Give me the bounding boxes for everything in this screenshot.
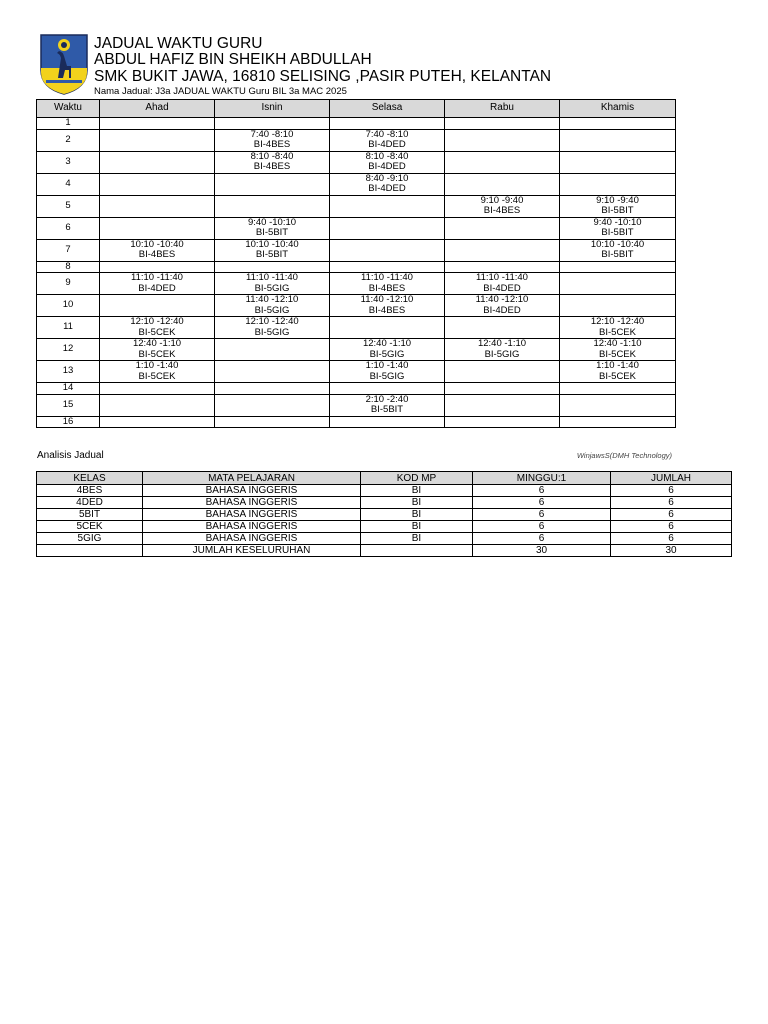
analysis-row bbox=[37, 509, 732, 521]
timetable-cell bbox=[560, 361, 676, 383]
analysis-cell: 6 bbox=[611, 509, 732, 521]
timetable-row bbox=[37, 217, 676, 239]
timetable-col-ahad: Ahad bbox=[100, 100, 215, 118]
timetable-cell bbox=[445, 118, 560, 130]
timetable-cell bbox=[330, 295, 445, 317]
timetable-cell bbox=[330, 129, 445, 151]
timetable-cell bbox=[445, 394, 560, 416]
timetable-cell bbox=[560, 339, 676, 361]
timetable-col-khamis: Khamis bbox=[560, 100, 676, 118]
timetable-row bbox=[37, 416, 676, 428]
timetable-cell bbox=[445, 416, 560, 428]
timetable-cell bbox=[445, 151, 560, 173]
timetable-cell bbox=[560, 195, 676, 217]
timetable-cell bbox=[560, 416, 676, 428]
analysis-cell: 6 bbox=[611, 521, 732, 533]
analysis-col-mata-pelajaran: MATA PELAJARAN bbox=[143, 472, 361, 485]
timetable-cell bbox=[215, 416, 330, 428]
timetable-cell bbox=[560, 261, 676, 273]
timetable bbox=[36, 99, 676, 428]
slot-class: BI-5BIT bbox=[370, 404, 404, 415]
slot-time: 12:10 -12:40 bbox=[130, 316, 184, 327]
slot-class: BI-4DED bbox=[368, 161, 406, 172]
slot-time: 9:40 -10:10 bbox=[593, 217, 642, 228]
timetable-cell bbox=[445, 339, 560, 361]
timetable-cell bbox=[560, 173, 676, 195]
analysis-cell: 6 bbox=[473, 485, 611, 497]
analysis-total-cell bbox=[37, 545, 143, 557]
timetable-cell bbox=[330, 173, 445, 195]
slot-time: 7:40 -8:10 bbox=[365, 129, 409, 140]
slot-time: 9:10 -9:40 bbox=[596, 195, 639, 206]
analysis-col-kod-mp: KOD MP bbox=[361, 472, 473, 485]
slot-class: BI-5CEK bbox=[599, 326, 636, 338]
timetable-cell bbox=[330, 151, 445, 173]
timetable-cell bbox=[330, 394, 445, 416]
timetable-cell bbox=[560, 383, 676, 395]
slot-time: 1:10 -1:40 bbox=[135, 360, 179, 371]
school-crest-icon bbox=[38, 32, 90, 96]
timetable-cell bbox=[330, 118, 445, 130]
timetable-row bbox=[37, 239, 676, 261]
slot-time: 8:40 -9:10 bbox=[365, 173, 409, 184]
period-number: 3 bbox=[37, 151, 100, 173]
timetable-row bbox=[37, 151, 676, 173]
timetable-cell bbox=[560, 394, 676, 416]
slot-class: BI-5GIG bbox=[254, 304, 290, 316]
timetable-cell bbox=[445, 273, 560, 295]
period-number: 1 bbox=[37, 118, 100, 130]
timetable-col-isnin: Isnin bbox=[215, 100, 330, 118]
slot-class: BI-5GIG bbox=[369, 348, 405, 360]
timetable-cell bbox=[560, 239, 676, 261]
analysis-cell: BI bbox=[361, 521, 473, 533]
analysis-total-cell bbox=[361, 545, 473, 557]
period-number: 14 bbox=[37, 383, 100, 395]
slot-class: BI-4BES bbox=[253, 139, 291, 150]
analysis-col-minggu-1: MINGGU:1 bbox=[473, 472, 611, 485]
slot-class: BI-5BIT bbox=[255, 227, 289, 238]
timetable-cell bbox=[445, 383, 560, 395]
slot-time: 1:10 -1:40 bbox=[596, 360, 639, 371]
timetable-cell bbox=[330, 317, 445, 339]
period-number: 4 bbox=[37, 173, 100, 195]
period-number: 11 bbox=[37, 317, 100, 339]
analysis-cell: 6 bbox=[473, 497, 611, 509]
slot-time: 11:40 -12:10 bbox=[245, 294, 299, 305]
analysis-total-row bbox=[37, 545, 732, 557]
slot-class: BI-5CEK bbox=[599, 370, 636, 382]
slot-time: 2:10 -2:40 bbox=[365, 394, 409, 405]
slot-class: BI-5GIG bbox=[369, 370, 405, 382]
period-number: 12 bbox=[37, 339, 100, 361]
timetable-cell bbox=[330, 273, 445, 295]
timetable-cell bbox=[215, 361, 330, 383]
timetable-row bbox=[37, 383, 676, 395]
slot-time: 9:40 -10:10 bbox=[247, 217, 297, 228]
timetable-cell bbox=[100, 195, 215, 217]
slot-class: BI-5CEK bbox=[138, 370, 176, 382]
slot-time: 11:10 -11:40 bbox=[361, 272, 413, 283]
timetable-col-selasa: Selasa bbox=[330, 100, 445, 118]
timetable-cell bbox=[215, 339, 330, 361]
timetable-cell bbox=[330, 416, 445, 428]
header-title: JADUAL WAKTU GURU bbox=[94, 35, 263, 52]
slot-class: BI-5GIG bbox=[254, 326, 290, 338]
slot-time: 11:40 -12:10 bbox=[475, 294, 529, 305]
analysis-col-kelas: KELAS bbox=[37, 472, 143, 485]
timetable-cell bbox=[100, 239, 215, 261]
timetable-cell bbox=[100, 317, 215, 339]
slot-time: 10:10 -10:40 bbox=[130, 239, 184, 250]
timetable-cell bbox=[100, 295, 215, 317]
software-credit: WinjawsS(DMH Technology) bbox=[576, 451, 672, 460]
timetable-cell bbox=[560, 217, 676, 239]
timetable-col-waktu: Waktu bbox=[37, 100, 100, 118]
analysis-col-jumlah: JUMLAH bbox=[611, 472, 732, 485]
analysis-cell: 4DED bbox=[37, 497, 143, 509]
timetable-col-rabu: Rabu bbox=[445, 100, 560, 118]
timetable-cell bbox=[100, 129, 215, 151]
teacher-name: ABDUL HAFIZ BIN SHEIKH ABDULLAH bbox=[94, 51, 372, 68]
timetable-cell bbox=[215, 295, 330, 317]
analysis-cell: 6 bbox=[611, 485, 732, 497]
analysis-cell: 5GIG bbox=[37, 533, 143, 545]
slot-time: 11:10 -11:40 bbox=[131, 272, 183, 283]
slot-class: BI-4BES bbox=[483, 205, 521, 216]
slot-time: 12:10 -12:40 bbox=[590, 316, 645, 327]
slot-class: BI-5CEK bbox=[599, 348, 636, 360]
analysis-cell: 6 bbox=[473, 509, 611, 521]
analysis-table bbox=[36, 471, 732, 557]
timetable-cell bbox=[445, 217, 560, 239]
timetable-cell bbox=[330, 383, 445, 395]
timetable-cell bbox=[215, 261, 330, 273]
slot-time: 12:40 -1:10 bbox=[362, 338, 412, 349]
analysis-cell: BAHASA INGGERIS bbox=[143, 509, 361, 521]
timetable-header-row bbox=[37, 100, 676, 118]
timetable-cell bbox=[445, 173, 560, 195]
period-number: 13 bbox=[37, 361, 100, 383]
analysis-total-cell: 30 bbox=[611, 545, 732, 557]
timetable-cell bbox=[330, 217, 445, 239]
slot-time: 1:10 -1:40 bbox=[365, 360, 409, 371]
timetable-cell bbox=[215, 129, 330, 151]
slot-class: BI-5CEK bbox=[138, 326, 176, 338]
period-number: 8 bbox=[37, 261, 100, 273]
analysis-cell: BAHASA INGGERIS bbox=[143, 497, 361, 509]
analysis-row bbox=[37, 533, 732, 545]
slot-class: BI-5BIT bbox=[601, 227, 634, 238]
timetable-row bbox=[37, 195, 676, 217]
timetable-cell bbox=[100, 273, 215, 295]
period-number: 10 bbox=[37, 295, 100, 317]
timetable-cell bbox=[330, 195, 445, 217]
analysis-header-row bbox=[37, 472, 732, 485]
timetable-cell bbox=[215, 151, 330, 173]
period-number: 2 bbox=[37, 129, 100, 151]
school-address: SMK BUKIT JAWA, 16810 SELISING ,PASIR PUTEH, KELANTAN bbox=[94, 68, 552, 85]
timetable-cell bbox=[100, 394, 215, 416]
timetable-cell bbox=[330, 261, 445, 273]
slot-class: BI-5GIG bbox=[484, 348, 520, 360]
analysis-cell: 6 bbox=[473, 521, 611, 533]
timetable-row bbox=[37, 261, 676, 273]
timetable-cell bbox=[445, 295, 560, 317]
timetable-cell bbox=[100, 173, 215, 195]
timetable-cell bbox=[330, 239, 445, 261]
timetable-cell bbox=[560, 118, 676, 130]
analysis-cell: BI bbox=[361, 533, 473, 545]
timetable-cell bbox=[215, 317, 330, 339]
timetable-cell bbox=[560, 273, 676, 295]
timetable-cell bbox=[215, 394, 330, 416]
slot-time: 8:10 -8:40 bbox=[365, 151, 409, 162]
slot-time: 11:10 -11:40 bbox=[476, 272, 528, 283]
slot-class: BI-4BES bbox=[368, 304, 406, 316]
schedule-name: Nama Jadual: J3a JADUAL WAKTU Guru BIL 3a MAC 2025 bbox=[94, 86, 347, 97]
timetable-cell bbox=[330, 339, 445, 361]
timetable-cell bbox=[215, 383, 330, 395]
analysis-cell: BI bbox=[361, 485, 473, 497]
timetable-cell bbox=[100, 261, 215, 273]
timetable-cell bbox=[215, 273, 330, 295]
timetable-row bbox=[37, 173, 676, 195]
slot-class: BI-5BIT bbox=[255, 249, 289, 260]
timetable-row bbox=[37, 129, 676, 151]
slot-time: 11:10 -11:40 bbox=[246, 272, 298, 283]
timetable-cell bbox=[445, 195, 560, 217]
timetable-cell bbox=[100, 217, 215, 239]
analysis-total-cell: JUMLAH KESELURUHAN bbox=[143, 545, 361, 557]
slot-class: BI-5GIG bbox=[254, 282, 290, 294]
slot-class: BI-5BIT bbox=[601, 205, 634, 216]
analysis-cell: BI bbox=[361, 509, 473, 521]
timetable-cell bbox=[100, 151, 215, 173]
timetable-cell bbox=[100, 416, 215, 428]
timetable-cell bbox=[560, 129, 676, 151]
timetable-cell bbox=[100, 118, 215, 130]
timetable-cell bbox=[445, 317, 560, 339]
slot-class: BI-4DED bbox=[138, 282, 176, 294]
period-number: 5 bbox=[37, 195, 100, 217]
analysis-cell: 6 bbox=[611, 533, 732, 545]
slot-class: BI-4BES bbox=[138, 249, 176, 260]
analysis-cell: BAHASA INGGERIS bbox=[143, 521, 361, 533]
timetable-cell bbox=[445, 261, 560, 273]
timetable-cell bbox=[560, 317, 676, 339]
slot-time: 12:10 -12:40 bbox=[245, 316, 299, 327]
timetable-cell bbox=[100, 383, 215, 395]
timetable-row bbox=[37, 118, 676, 130]
timetable-cell bbox=[100, 361, 215, 383]
analysis-label: Analisis Jadual bbox=[37, 450, 104, 461]
slot-time: 11:40 -12:10 bbox=[360, 294, 414, 305]
slot-time: 12:40 -1:10 bbox=[593, 338, 642, 349]
analysis-cell: BAHASA INGGERIS bbox=[143, 533, 361, 545]
slot-time: 10:10 -10:40 bbox=[590, 239, 645, 250]
analysis-row bbox=[37, 521, 732, 533]
timetable-cell bbox=[445, 129, 560, 151]
timetable-row bbox=[37, 295, 676, 317]
slot-class: BI-4BES bbox=[253, 161, 291, 172]
timetable-cell bbox=[560, 151, 676, 173]
period-number: 6 bbox=[37, 217, 100, 239]
slot-time: 7:40 -8:10 bbox=[250, 129, 294, 140]
slot-class: BI-4DED bbox=[483, 304, 521, 316]
analysis-cell: BI bbox=[361, 497, 473, 509]
analysis-cell: BAHASA INGGERIS bbox=[143, 485, 361, 497]
timetable-row bbox=[37, 273, 676, 295]
analysis-cell: 6 bbox=[473, 533, 611, 545]
timetable-cell bbox=[215, 239, 330, 261]
slot-time: 12:40 -1:10 bbox=[132, 338, 182, 349]
analysis-row bbox=[37, 497, 732, 509]
timetable-row bbox=[37, 361, 676, 383]
timetable-cell bbox=[330, 361, 445, 383]
timetable-cell bbox=[560, 295, 676, 317]
timetable-cell bbox=[215, 217, 330, 239]
analysis-cell: 5CEK bbox=[37, 521, 143, 533]
slot-time: 10:10 -10:40 bbox=[245, 239, 299, 250]
slot-time: 9:10 -9:40 bbox=[480, 195, 524, 206]
slot-class: BI-4DED bbox=[483, 282, 521, 294]
slot-class: BI-5CEK bbox=[138, 348, 176, 360]
analysis-total-cell: 30 bbox=[473, 545, 611, 557]
timetable-row bbox=[37, 339, 676, 361]
timetable-row bbox=[37, 394, 676, 416]
timetable-cell bbox=[100, 339, 215, 361]
slot-class: BI-4DED bbox=[368, 183, 406, 194]
period-number: 7 bbox=[37, 239, 100, 261]
analysis-cell: 5BIT bbox=[37, 509, 143, 521]
slot-class: BI-4DED bbox=[368, 139, 406, 150]
timetable-cell bbox=[215, 118, 330, 130]
timetable-row bbox=[37, 317, 676, 339]
analysis-row bbox=[37, 485, 732, 497]
timetable-cell bbox=[445, 239, 560, 261]
period-number: 9 bbox=[37, 273, 100, 295]
period-number: 15 bbox=[37, 394, 100, 416]
slot-time: 8:10 -8:40 bbox=[250, 151, 294, 162]
slot-time: 12:40 -1:10 bbox=[477, 338, 527, 349]
timetable-cell bbox=[215, 195, 330, 217]
timetable-cell bbox=[445, 361, 560, 383]
analysis-cell: 4BES bbox=[37, 485, 143, 497]
analysis-cell: 6 bbox=[611, 497, 732, 509]
period-number: 16 bbox=[37, 416, 100, 428]
timetable-cell bbox=[215, 173, 330, 195]
slot-class: BI-5BIT bbox=[601, 249, 634, 260]
slot-class: BI-4BES bbox=[368, 282, 406, 294]
